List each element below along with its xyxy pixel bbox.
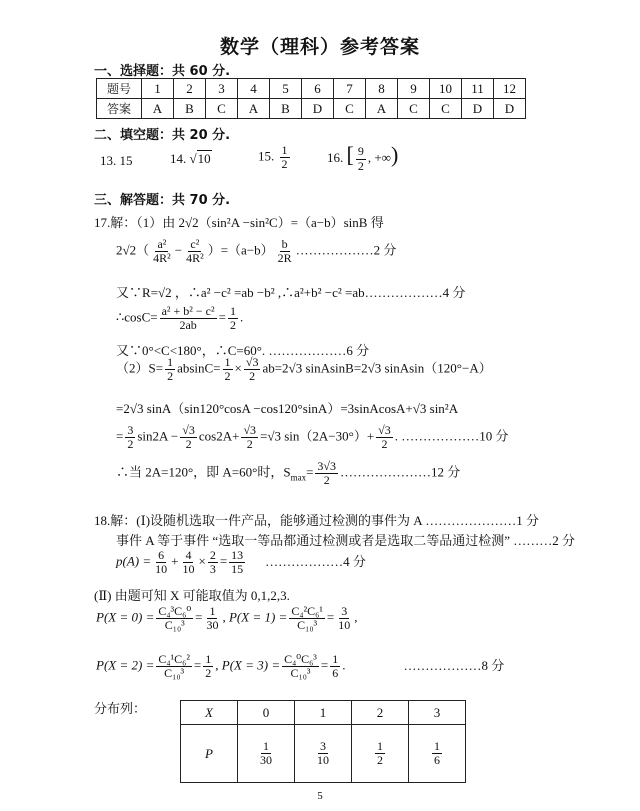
answer-cell: D	[302, 99, 334, 119]
fraction	[258, 740, 274, 767]
fraction-numerator: C₄³C₆⁰	[158, 604, 192, 618]
fraction-numerator: 3	[341, 604, 348, 618]
fraction-denominator: 2	[229, 318, 236, 333]
text: =	[116, 428, 124, 444]
distribution-header-p: P	[181, 725, 238, 783]
text: ）=（a−b）	[207, 242, 274, 258]
answer-table-header-number: 题号	[97, 79, 142, 99]
fraction-numerator: √3	[182, 423, 195, 437]
fraction-denominator: 10	[338, 618, 351, 633]
text: p(A) =	[116, 553, 152, 569]
fraction-numerator: 1	[167, 355, 174, 369]
fraction-numerator: 2	[209, 548, 216, 562]
section-choice-heading: 一、选择题：共 60 分.	[94, 64, 231, 79]
fraction	[151, 238, 173, 265]
text: ,	[354, 609, 358, 625]
fraction-numerator: 1	[281, 143, 288, 157]
fraction-denominator: 2	[357, 158, 364, 173]
q17-line8	[116, 424, 509, 451]
q17-line4	[116, 305, 243, 332]
section-solution-heading: 三、解答题：共 70 分.	[94, 193, 231, 208]
fraction-denominator: 4R²	[186, 251, 204, 266]
fraction-denominator: C₁₀³	[164, 666, 185, 681]
fraction-numerator: √3	[378, 423, 391, 437]
fill-q16-tail: , +∞	[367, 150, 391, 165]
text: .	[239, 309, 244, 325]
fraction-denominator: 2	[246, 437, 253, 452]
fraction	[244, 356, 261, 383]
score: ………………4 分	[265, 553, 366, 569]
fraction-denominator: 2	[249, 369, 256, 384]
q17-line6	[116, 356, 492, 383]
fill-q16-number: 16.	[327, 150, 344, 165]
answer-cell: C	[398, 99, 430, 119]
fraction-denominator: C₁₀³	[297, 618, 318, 633]
answer-cell: C	[334, 99, 366, 119]
distribution-x-cell: 3	[409, 701, 466, 725]
text: ∴cosC=	[116, 309, 158, 325]
text: sin2A −	[137, 428, 179, 444]
answer-table-row-answers	[97, 99, 526, 119]
fraction	[241, 424, 258, 451]
fraction	[228, 305, 238, 332]
fraction-denominator: 2	[281, 157, 288, 172]
distribution-p-cell	[295, 725, 352, 783]
answer-number-cell: 5	[270, 79, 302, 99]
text: cos2A+	[198, 428, 240, 444]
text: , P(X = 1) =	[222, 609, 288, 625]
fraction-numerator: 1	[263, 738, 269, 753]
fill-q14-answer: 10	[197, 151, 211, 166]
answer-table	[96, 78, 526, 119]
text: , P(X = 3) =	[215, 657, 281, 673]
answer-cell: D	[494, 99, 526, 119]
fraction	[315, 740, 331, 767]
fraction-numerator: 1	[434, 738, 440, 753]
fraction-numerator: a² + b² − c²	[161, 304, 215, 318]
text: P(X = 0) =	[96, 609, 155, 625]
fraction	[156, 605, 193, 632]
text: 2√2（	[116, 242, 150, 258]
answer-table-header-answer: 答案	[97, 99, 142, 119]
answer-number-cell: 7	[334, 79, 366, 99]
text: =	[320, 657, 329, 673]
fraction-numerator: a²	[157, 237, 167, 251]
subscript: max	[290, 472, 307, 483]
fill-q15	[258, 144, 292, 171]
text: =	[219, 553, 228, 569]
text: ab=2√3 sinAsinB=2√3 sinAsin（120°−A）	[262, 360, 492, 376]
fill-q13-answer: 15	[119, 153, 133, 168]
fraction-denominator: 15	[231, 562, 244, 577]
fraction-numerator: 3	[320, 738, 326, 753]
q17-line5: 又∵0°<C<180°，∴C=60°. ………………6 分	[116, 343, 370, 358]
fill-q14	[170, 151, 212, 167]
fill-q13-number: 13.	[100, 153, 117, 168]
answer-table-row-numbers	[97, 79, 526, 99]
distribution-x-cell: 1	[295, 701, 352, 725]
text: =	[193, 657, 202, 673]
answer-cell: C	[206, 99, 238, 119]
fraction-denominator: 2	[167, 369, 174, 384]
left-bracket: [	[346, 142, 354, 167]
fraction-denominator: 2	[127, 437, 134, 452]
fraction-denominator: 2R	[277, 251, 292, 266]
text: ∴当 2A=120°，即 A=60°时，S	[116, 464, 291, 480]
answer-number-cell: 6	[302, 79, 334, 99]
fraction-numerator: 3	[127, 423, 134, 437]
fraction	[282, 653, 319, 680]
fill-q15-number: 15.	[258, 148, 275, 164]
answer-number-cell: 8	[366, 79, 398, 99]
fraction-numerator: c²	[190, 237, 200, 251]
fraction	[223, 356, 233, 383]
fraction	[376, 424, 393, 451]
fraction-denominator: 2	[323, 473, 330, 488]
fraction	[184, 238, 206, 265]
answer-cell: A	[366, 99, 398, 119]
right-paren: )	[390, 142, 399, 167]
fraction	[229, 549, 245, 576]
fraction-denominator: C₁₀³	[164, 618, 185, 633]
fraction	[432, 740, 442, 767]
q17-line9	[116, 460, 460, 487]
fraction	[289, 605, 325, 632]
fraction	[125, 424, 135, 451]
fraction-numerator: 1	[224, 355, 231, 369]
fraction-denominator: 6	[434, 753, 440, 767]
fraction	[156, 653, 192, 680]
distribution-row-p	[181, 725, 466, 783]
fraction-numerator: √3	[245, 355, 259, 369]
fraction-numerator: 1	[377, 738, 383, 753]
text: =	[326, 609, 335, 625]
score: ………………2 分	[295, 242, 397, 258]
text: −	[174, 242, 183, 258]
answer-number-cell: 11	[462, 79, 494, 99]
fill-q13	[100, 153, 133, 169]
distribution-table	[180, 700, 466, 783]
text: =	[218, 309, 226, 325]
fraction	[330, 653, 340, 680]
answer-cell: A	[238, 99, 270, 119]
q17-line1: 17.解：（1）由 2√2（sin²A −sin²C）=（a−b）sinB 得	[94, 215, 384, 230]
fraction-denominator: 30	[260, 753, 272, 767]
q18-line2: 事件 A 等于事件 “选取一等品都通过检测或者是选取二等品通过检测” ………2 分	[116, 533, 575, 548]
fraction-denominator: C₁₀³	[290, 666, 311, 681]
fraction-denominator: 10	[155, 562, 168, 577]
text: absinC=	[177, 360, 221, 376]
distribution-label: 分布列：	[94, 701, 147, 716]
answer-number-cell: 10	[430, 79, 462, 99]
fraction-denominator: 2	[185, 437, 192, 452]
fraction-denominator: 10	[317, 753, 329, 767]
fraction	[160, 305, 217, 332]
fraction-numerator: 3√3	[317, 459, 337, 473]
fraction-denominator: 6	[332, 666, 339, 681]
q17-line2	[116, 238, 396, 265]
distribution-x-cell: 2	[352, 701, 409, 725]
answer-cell: A	[142, 99, 174, 119]
fraction-numerator: 1	[205, 652, 212, 666]
fill-q14-number: 14.	[170, 151, 187, 166]
fraction-denominator: 2	[381, 437, 388, 452]
fraction-denominator: 2ab	[179, 318, 197, 333]
answer-number-cell: 3	[206, 79, 238, 99]
fraction-numerator: 4	[185, 548, 192, 562]
section-fill-heading: 二、填空题：共 20 分.	[94, 128, 231, 143]
fraction-numerator: 1	[229, 304, 236, 318]
text: （2）S=	[116, 360, 164, 376]
fraction-denominator: 3	[209, 562, 216, 577]
answer-cell: D	[462, 99, 494, 119]
fill-q15-fraction	[280, 144, 290, 171]
text: =	[306, 464, 314, 480]
fraction	[208, 549, 218, 576]
fraction-numerator: C₄⁰C₆³	[284, 652, 317, 666]
fraction-denominator: 2	[224, 369, 231, 384]
text: ×	[234, 360, 242, 376]
answer-cell: C	[430, 99, 462, 119]
fraction-numerator: 1	[209, 604, 216, 618]
q18-line1: 18.解：(Ⅰ)设随机选取一件产品，能够通过检测的事件为 A …………………1 分	[94, 513, 539, 528]
text: P(X = 2) =	[96, 657, 155, 673]
fraction	[180, 549, 196, 576]
fraction-numerator: C₄²C₆¹	[291, 604, 323, 618]
sqrt-sign: √	[189, 151, 197, 166]
text: .	[342, 657, 346, 673]
fraction	[336, 605, 352, 632]
q18-line6	[96, 653, 504, 680]
fraction	[180, 424, 197, 451]
fraction-denominator: 30	[206, 618, 219, 633]
fraction-denominator: 2	[377, 753, 383, 767]
q17-line7: =2√3 sinA（sin120°cosA −cos120°sinA）=3sinAcosA+√3 sin²A	[116, 401, 459, 416]
answer-number-cell: 12	[494, 79, 526, 99]
fill-q16	[327, 142, 398, 173]
score: …………………12 分	[340, 464, 461, 480]
answer-cell: B	[174, 99, 206, 119]
fraction-numerator: √3	[243, 423, 257, 437]
answer-number-cell: 9	[398, 79, 430, 99]
fraction-numerator: 1	[332, 652, 339, 666]
text: =	[195, 609, 203, 625]
distribution-p-cell	[352, 725, 409, 783]
fraction-numerator: 9	[357, 144, 364, 159]
page-number: 5	[317, 790, 323, 802]
fraction-numerator: 13	[231, 548, 244, 562]
fraction	[375, 740, 385, 767]
text: +	[171, 553, 179, 569]
fraction-numerator: 6	[158, 548, 165, 562]
answer-number-cell: 4	[238, 79, 270, 99]
fraction	[315, 460, 338, 487]
score: ………………8 分	[403, 657, 505, 673]
answer-number-cell: 2	[174, 79, 206, 99]
page-title: 数学（理科）参考答案	[219, 36, 420, 58]
q17-line3: 又∵R=√2 ，∴a² −c² =ab −b² ,∴a²+b² −c² =ab………………4 分	[116, 285, 466, 300]
fraction-denominator: 10	[182, 562, 195, 577]
fraction	[276, 238, 294, 265]
fill-q16-fraction	[356, 145, 366, 172]
fraction	[203, 653, 213, 680]
q18-line3	[116, 549, 366, 576]
distribution-p-cell	[409, 725, 466, 783]
answer-number-cell: 1	[142, 79, 174, 99]
fraction-numerator: b	[281, 237, 288, 251]
score: . ………………10 分	[394, 428, 509, 444]
text: ×	[198, 553, 206, 569]
distribution-row-x	[181, 701, 466, 725]
q18-line5	[96, 605, 358, 632]
distribution-header-x: X	[181, 701, 238, 725]
fraction	[153, 549, 169, 576]
fraction-numerator: C₄¹C₆²	[158, 652, 190, 666]
text: =√3 sin（2A−30°）+	[260, 428, 375, 444]
distribution-p-cell	[238, 725, 295, 783]
distribution-x-cell: 0	[238, 701, 295, 725]
answer-cell: B	[270, 99, 302, 119]
q18-line4: (Ⅱ) 由题可知 X 可能取值为 0,1,2,3.	[94, 588, 290, 603]
fraction-denominator: 2	[205, 666, 212, 681]
fraction	[165, 356, 175, 383]
fraction-denominator: 4R²	[153, 251, 171, 266]
fraction	[204, 605, 220, 632]
